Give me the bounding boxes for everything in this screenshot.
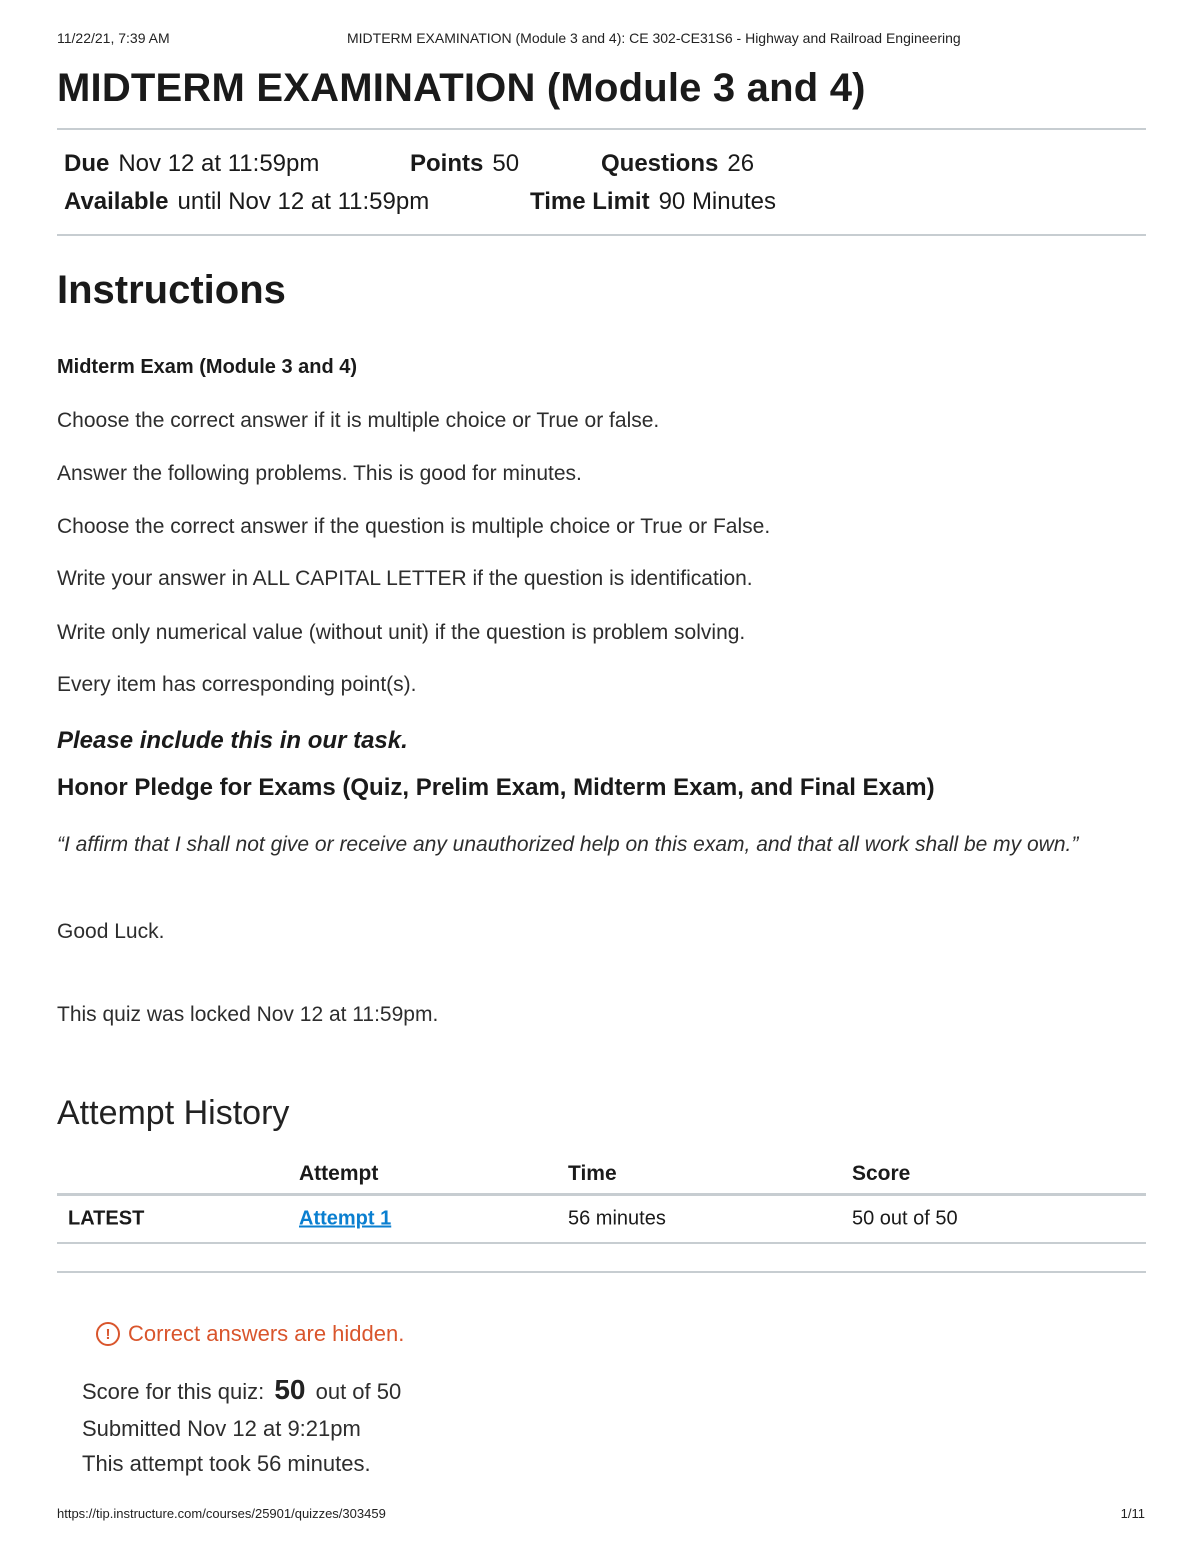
- available-meta: [64, 188, 429, 216]
- due-label: Due: [64, 150, 110, 177]
- submitted-time: Submitted Nov 12 at 9:21pm: [82, 1416, 361, 1441]
- attempt-history-heading: Attempt History: [57, 1094, 290, 1132]
- column-header-time: Time: [568, 1162, 617, 1185]
- instruction-line: Write your answer in ALL CAPITAL LETTER if the question is identification.: [57, 567, 753, 590]
- questions-value: 26: [727, 150, 755, 177]
- honor-pledge-quote: “I affirm that I shall not give or receive any unauthorized help on this exam, and that all work shall be my own.”: [57, 833, 1079, 856]
- available-label: Available: [64, 188, 169, 215]
- attempt-score: 50 out of 50: [852, 1207, 958, 1230]
- correct-answers-hidden-notice: [96, 1321, 404, 1347]
- quiz-score: [82, 1374, 401, 1406]
- attempt-history-table: [57, 1155, 1146, 1244]
- questions-meta: [601, 150, 754, 178]
- honor-pledge-heading: Honor Pledge for Exams (Quiz, Prelim Exam, Midterm Exam, and Final Exam): [57, 774, 935, 801]
- instruction-line: Choose the correct answer if the question is multiple choice or True or False.: [57, 515, 771, 538]
- points-meta: [410, 150, 519, 178]
- divider: [57, 128, 1146, 130]
- points-label: Points: [410, 150, 484, 177]
- locked-status: This quiz was locked Nov 12 at 11:59pm.: [57, 1003, 439, 1026]
- score-prefix: Score for this quiz:: [82, 1379, 265, 1404]
- instruction-line: Answer the following problems. This is good for minutes.: [57, 462, 582, 485]
- page-number: 1/11: [1120, 1506, 1145, 1521]
- available-value: until Nov 12 at 11:59pm: [177, 188, 430, 215]
- points-value: 50: [492, 150, 520, 177]
- instruction-line: Every item has corresponding point(s).: [57, 673, 417, 696]
- print-date: 11/22/21, 7:39 AM: [57, 30, 170, 46]
- column-header-attempt: Attempt: [299, 1162, 379, 1185]
- due-value: Nov 12 at 11:59pm: [118, 150, 320, 177]
- print-page-title: MIDTERM EXAMINATION (Module 3 and 4): CE 302-CE31S6 - Highway and Railroad Engineering: [347, 30, 961, 46]
- instructions-subheading: Midterm Exam (Module 3 and 4): [57, 356, 358, 378]
- page-title: MIDTERM EXAMINATION (Module 3 and 4): [57, 66, 866, 110]
- page-url: https://tip.instructure.com/courses/25901/quizzes/303459: [57, 1506, 386, 1521]
- time-limit-value: 90 Minutes: [658, 188, 776, 215]
- score-value: 50: [274, 1374, 306, 1405]
- divider: [57, 1271, 1146, 1273]
- attempt-duration: This attempt took 56 minutes.: [82, 1451, 371, 1476]
- emphasis-note: Please include this in our task.: [57, 727, 408, 754]
- time-limit-label: Time Limit: [530, 188, 650, 215]
- due-meta: [64, 150, 319, 178]
- instruction-line: Choose the correct answer if it is multiple choice or True or false.: [57, 409, 660, 432]
- questions-label: Questions: [601, 150, 719, 177]
- print-footer: [57, 1506, 1145, 1526]
- attempt-1-link[interactable]: Attempt 1: [299, 1207, 392, 1230]
- divider: [57, 234, 1146, 236]
- warning-icon: !: [96, 1322, 120, 1346]
- table-header: [57, 1155, 1146, 1196]
- score-suffix: out of 50: [315, 1379, 402, 1404]
- instruction-line: Write only numerical value (without unit) if the question is problem solving.: [57, 621, 746, 644]
- instructions-heading: Instructions: [57, 268, 286, 312]
- table-row: [57, 1196, 1146, 1244]
- column-header-score: Score: [852, 1162, 911, 1185]
- time-limit-meta: [530, 188, 776, 216]
- attempt-time: 56 minutes: [568, 1207, 666, 1230]
- latest-label: LATEST: [68, 1207, 145, 1230]
- notice-text: Correct answers are hidden.: [128, 1321, 405, 1346]
- print-header: [57, 30, 1145, 50]
- good-luck-text: Good Luck.: [57, 920, 165, 943]
